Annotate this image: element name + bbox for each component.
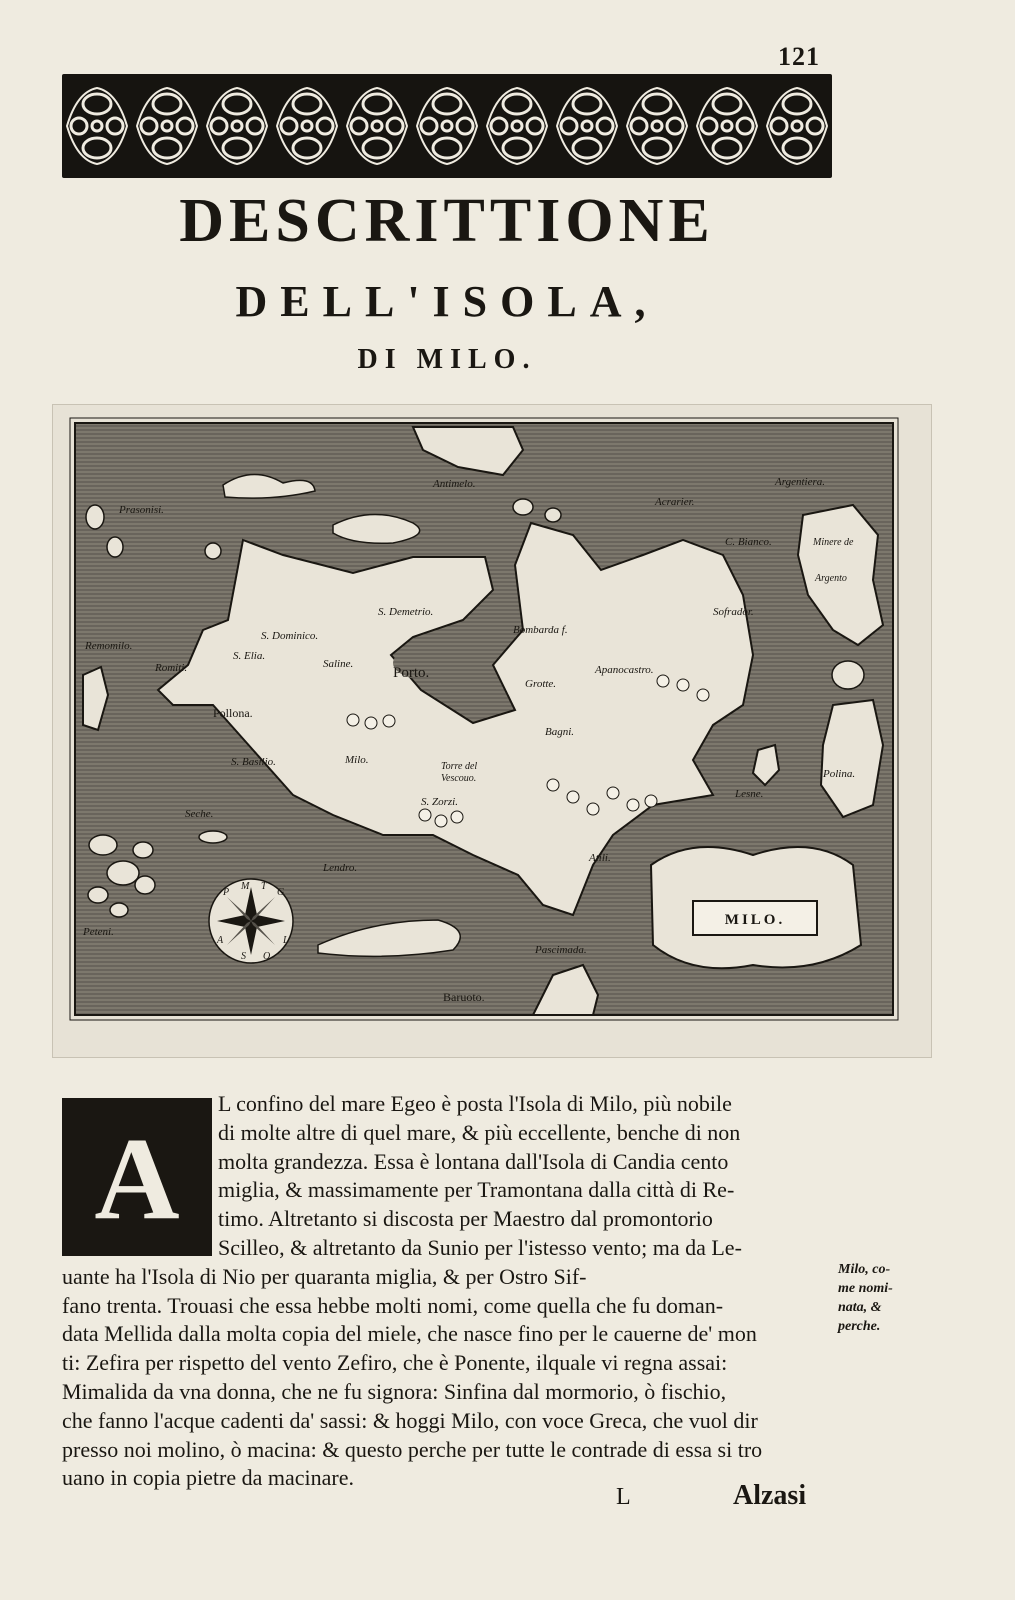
label-s-elia: S. Elia. <box>233 650 266 662</box>
compass-letter: S <box>241 951 246 962</box>
margin-note-line: perche. <box>838 1319 881 1334</box>
label-romiti: Romiti. <box>155 662 188 674</box>
decorative-header-band <box>62 74 832 178</box>
label-sofrador: Sofrador. <box>713 606 754 618</box>
island-polina <box>821 700 883 817</box>
compass-letter: M <box>241 881 250 892</box>
label-peteni: Peteni. <box>83 926 114 938</box>
label-remomilo: Remomilo. <box>85 640 133 652</box>
label-milo: Milo. <box>345 754 369 766</box>
text-line: molta grandezza. Essa è lontana dall'Isola di Candia cento <box>218 1148 729 1174</box>
text-line: Mimalida da vna donna, che ne fu signora: Sinfina dal mormorio, ò fischio, <box>62 1378 727 1404</box>
margin-note <box>838 1260 898 1336</box>
label-saline: Saline. <box>323 658 354 670</box>
text-line: di molte altre di quel mare, & più eccellente, benche di non <box>218 1119 741 1145</box>
label-lesne: Lesne. <box>735 788 764 800</box>
ornament-pattern <box>62 74 832 178</box>
label-antimelo: Antimelo. <box>433 478 476 490</box>
compass-letter: G <box>277 887 285 898</box>
compass-rose <box>209 879 293 963</box>
text-line: timo. Altretanto si discosta per Maestro dal promontorio <box>218 1206 713 1232</box>
ornament-motif <box>557 88 617 164</box>
label-porto: Porto. <box>393 665 430 681</box>
label-minere: Minere de <box>813 537 854 548</box>
compass-letter: L <box>283 935 289 946</box>
ornament-motif <box>487 88 547 164</box>
label-pascimada: Pascimada. <box>535 944 587 956</box>
label-s-zorzi: S. Zorzi. <box>421 796 458 808</box>
text-line: L confino del mare Egeo è posta l'Isola di Milo, più nobile <box>218 1091 732 1116</box>
compass-letter: P <box>223 887 230 898</box>
label-prasonisi: Prasonisi. <box>119 504 164 516</box>
text-line: miglia, & massimamente per Tramontana dalla città di Re- <box>218 1177 735 1203</box>
ornament-motif <box>347 88 407 164</box>
ornament-motif <box>697 88 757 164</box>
text-line: uante ha l'Isola di Nio per quaranta miglia, & per Ostro Sif- <box>62 1263 587 1289</box>
label-s-dominico: S. Dominico. <box>261 630 319 642</box>
label-c-bianco: C. Bianco. <box>725 536 772 548</box>
label-argento: Argento <box>815 573 847 584</box>
compass-letter: T <box>261 881 267 892</box>
label-argentiera: Argentiera. <box>775 476 825 488</box>
ornament-motif <box>207 88 267 164</box>
label-vescouo: Vescouo. <box>441 773 477 784</box>
page-title: DESCRITTIONE <box>179 187 715 255</box>
label-bombarda: Bombarda f. <box>513 624 568 636</box>
text-line: fano trenta. Trouasi che essa hebbe molti nomi, come quella che fu doman- <box>62 1292 724 1318</box>
ornament-motif <box>417 88 477 164</box>
ornament-motif <box>767 88 827 164</box>
ornament-motif <box>67 88 127 164</box>
label-acrarier: Acrarier. <box>655 496 695 508</box>
label-polina: Polina. <box>823 768 856 780</box>
margin-note-line: me nomi- <box>838 1281 893 1296</box>
ornament-motif <box>137 88 197 164</box>
label-s-basilio: S. Basilio. <box>231 756 276 768</box>
label-torre-del: Torre del <box>441 761 478 772</box>
text-line: Scilleo, & altretanto da Sunio per l'istesso vento; ma da Le- <box>218 1234 742 1260</box>
label-grotte: Grotte. <box>525 678 557 690</box>
compass-letter: O <box>263 951 271 962</box>
compass-letter: A <box>217 935 224 946</box>
catchword: Alzasi <box>733 1480 807 1511</box>
label-seche: Seche. <box>185 808 214 820</box>
text-line: ti: Zefira per rispetto del vento Zefiro, che è Ponente, ilquale vi regna assai: <box>62 1350 728 1376</box>
margin-note-line: nata, & <box>838 1300 882 1315</box>
map-engraving <box>53 405 931 1057</box>
text-line: data Mellida dalla molta copia del miele, che nasce fino per le cauerne de' mon <box>62 1321 757 1347</box>
page-number: 121 <box>778 42 820 71</box>
margin-note-line: Milo, co- <box>838 1262 891 1277</box>
label-pollona: Pollona. <box>213 706 253 720</box>
page-subtitle-2: DI MILO. <box>357 344 537 375</box>
cartouche-title: MILO. <box>724 912 786 928</box>
label-atili: Atili. <box>589 852 611 864</box>
text-line: presso noi molino, ò macina: & questo perche per tutte le contrade di essa si tro <box>62 1436 763 1462</box>
label-lendro: Lendro. <box>323 862 358 874</box>
label-bagni: Bagni. <box>545 726 575 738</box>
page-subtitle: DELL'ISOLA, <box>235 277 659 326</box>
cartouche <box>651 847 861 968</box>
ornament-motif <box>277 88 337 164</box>
text-line: uano in copia pietre da macinare. <box>62 1465 354 1491</box>
map-figure <box>52 404 932 1058</box>
drop-capital-letter: A <box>94 1113 180 1244</box>
label-baruoto: Baruoto. <box>443 990 485 1004</box>
text-line: che fanno l'acque cadenti da' sassi: & hoggi Milo, con voce Greca, che vuol dir <box>62 1407 758 1433</box>
signature-mark: L <box>616 1484 631 1510</box>
body-paragraph <box>62 1090 832 1493</box>
label-apanocastro: Apanocastro. <box>595 664 654 676</box>
label-s-demetrio: S. Demetrio. <box>378 606 434 618</box>
ornament-motif <box>627 88 687 164</box>
